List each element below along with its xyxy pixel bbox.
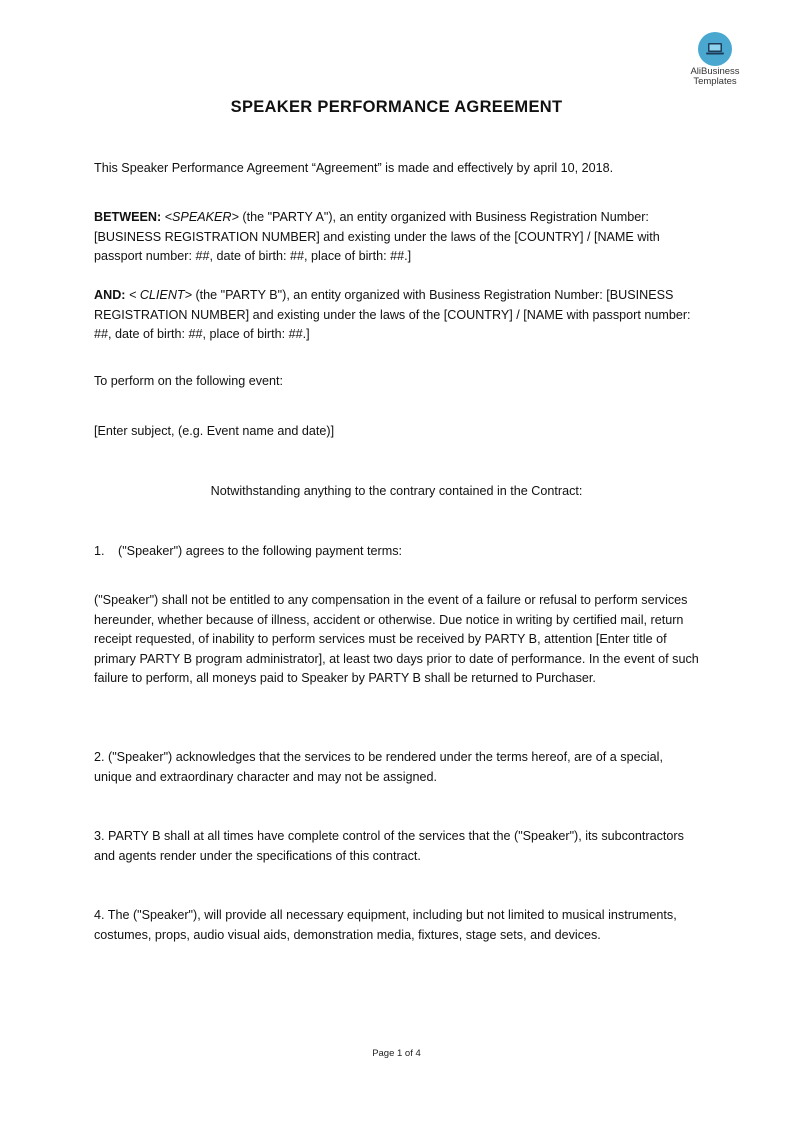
clause-2: 2. ("Speaker") acknowledges that the services to be rendered under the terms hereof, are of a special, unique and extraordinary character and may not be assigned.	[94, 750, 663, 784]
intro-paragraph: This Speaker Performance Agreement “Agreement” is made and effectively by april 10, 2018.	[94, 161, 614, 175]
clause-4: 4. The ("Speaker"), will provide all necessary equipment, including but not limited to musical instruments, costumes, props, audio visual aids, demonstration media, fixtures, stage sets, and devices.	[94, 908, 677, 942]
clause-1-text: ("Speaker") agrees to the following payment terms:	[118, 544, 403, 558]
notwithstanding-line: Notwithstanding anything to the contrary contained in the Contract:	[210, 484, 583, 498]
logo-text: AliBusiness Templates	[690, 66, 740, 87]
page-number: Page 1 of 4	[372, 1048, 421, 1059]
document-title: SPEAKER PERFORMANCE AGREEMENT	[230, 98, 563, 116]
between-text: (the "PARTY A"), an entity organized with Business Registration Number: [BUSINESS REGISTRATION NUMBER] and existing under the laws of the [COUNTRY] / [NAME with passport number: ##, date of birth: ##, place of birth: ##.]	[94, 210, 660, 263]
clause-1-body: ("Speaker") shall not be entitled to any compensation in the event of a failure or refusal to perform services hereunder, whether because of illness, accident or otherwise. Due notice in writing by certified mail, return receipt requested, of inability to perform services must be received by PARTY B, attention [Enter title of primary PARTY B program administrator], at least two days prior to date of performance. In the event of such failure to perform, all moneys paid to Speaker by PARTY B shall be returned to Purchaser.	[94, 593, 699, 685]
and-paragraph	[94, 286, 704, 345]
and-text: (the "PARTY B"), an entity organized with Business Registration Number: [BUSINESS REGISTRATION NUMBER] and existing under the laws of the [COUNTRY] / [NAME with passport number: ##, date of birth: ##, place of birth: ##.]	[94, 288, 691, 341]
clause-3: 3. PARTY B shall at all times have complete control of the services that the ("Speaker"), its subcontractors and agents render under the specifications of this contract.	[94, 829, 684, 863]
laptop-icon	[698, 32, 732, 66]
clause-1-number: 1.	[94, 544, 105, 558]
party-b-placeholder: < CLIENT>	[128, 288, 192, 302]
between-paragraph	[94, 208, 704, 267]
logo	[684, 32, 746, 87]
clause-1-heading	[94, 542, 704, 562]
and-label: AND:	[94, 288, 126, 302]
party-a-placeholder: <SPEAKER>	[164, 210, 239, 224]
perform-line: To perform on the following event:	[94, 374, 284, 388]
between-label: BETWEEN:	[94, 210, 162, 224]
event-subject-placeholder: [Enter subject, (e.g. Event name and date)]	[94, 424, 335, 438]
